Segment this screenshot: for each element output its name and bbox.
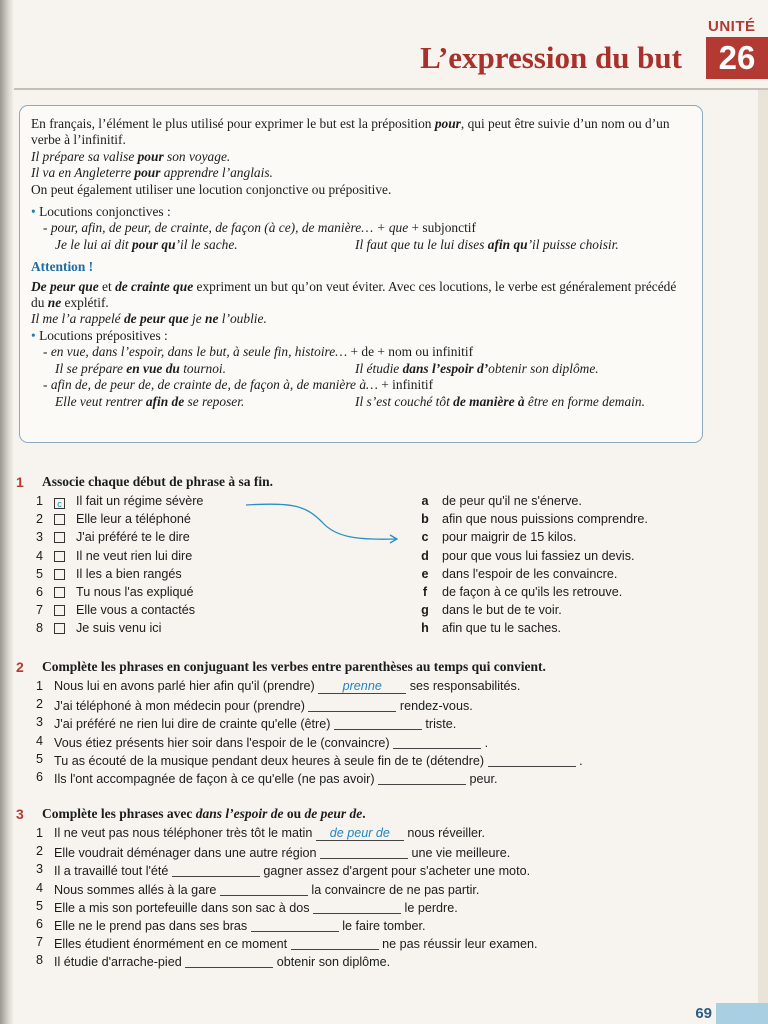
ending-letter: a [421, 494, 429, 508]
item-number: 6 [35, 769, 43, 784]
item-number: 7 [35, 935, 43, 950]
sentence-after: obtenir son diplôme. [273, 955, 391, 970]
item-number: 8 [35, 953, 43, 968]
exercise-sentence [54, 713, 456, 731]
item-number: 4 [35, 548, 43, 563]
answer-blank[interactable] [251, 917, 339, 932]
ending-letter: b [421, 512, 429, 527]
exercise-sentence [54, 897, 458, 915]
bullet-icon: • [31, 204, 36, 220]
matching-arrow-icon [14, 472, 754, 672]
header-divider [14, 88, 768, 90]
item-number: 4 [35, 733, 43, 748]
fill-in-list [14, 824, 754, 970]
sentence-before: Nous sommes allés à la gare [54, 882, 220, 897]
answer-blank[interactable] [291, 935, 379, 950]
unit-number-badge: 26 [706, 37, 768, 79]
conj-examples: Je le lui ai dit pour qu’il le sache. Il faut que tu le lui dises afin qu’il puisse choisir. [55, 236, 619, 252]
answer-blank[interactable] [308, 697, 396, 712]
exercise-sentence [54, 933, 538, 951]
sentence-after: peur. [466, 771, 498, 786]
exercise-sentence [54, 951, 390, 969]
sentence-after: le faire tomber. [338, 918, 426, 933]
answer-blank[interactable]: de peur de [316, 826, 404, 841]
sentence-start-text: Elle leur a téléphoné [76, 512, 191, 527]
answer-blank[interactable]: prenne [318, 679, 406, 694]
prep-line: - afin de, de peur de, de crainte de, de façon à, de manière à… + infinitif [43, 377, 434, 393]
item-number: 1 [35, 679, 43, 693]
answer-blank[interactable] [334, 715, 422, 730]
exercise-1 [14, 472, 754, 638]
sentence-after: une vie meilleure. [408, 846, 511, 861]
exercise-number: 2 [16, 659, 24, 675]
exercise-sentence [54, 695, 473, 713]
exercise-row [14, 695, 754, 713]
sentence-end-text: afin que tu le saches. [442, 621, 562, 636]
answer-blank[interactable] [320, 844, 408, 859]
exercise-row [14, 879, 754, 897]
item-number: 7 [35, 603, 43, 618]
example-line: Il prépare sa valise pour son voyage. [31, 148, 231, 164]
prep-title: • Locutions prépositives : [31, 327, 168, 343]
grammar-rule-box [19, 105, 703, 443]
item-number: 3 [35, 862, 43, 877]
conj-line: - pour, afin, de peur, de crainte, de façon (à ce), de manière… + que + subjonctif [43, 220, 476, 236]
sentence-before: Elle a mis son portefeuille dans son sac à dos [54, 900, 314, 915]
sentence-start-text: Il ne veut rien lui dire [76, 548, 193, 563]
sentence-end-text: de peur qu'il ne s'énerve. [442, 494, 582, 508]
exercise-title: 1 Associe chaque début de phrase à sa fin. [16, 474, 274, 490]
item-number: 6 [35, 916, 43, 931]
item-number: 2 [35, 844, 43, 859]
ending-letter: g [421, 603, 429, 618]
sentence-after: . [481, 735, 489, 750]
answer-blank[interactable] [172, 862, 260, 877]
item-number: 5 [35, 566, 43, 581]
ending-letter: e [421, 566, 429, 581]
exercise-sentence [54, 824, 485, 842]
sentence-before: Ils l'ont accompagnée de façon à ce qu'elle (ne pas avoir) [54, 771, 379, 786]
sentence-after: ne pas réussir leur examen. [378, 937, 538, 952]
conj-title: • Locutions conjonctives : [31, 204, 171, 220]
answer-blank[interactable] [488, 752, 576, 767]
exercise-title: 2 Complète les phrases en conjuguant les verbes entre parenthèses au temps qui convient. [16, 659, 546, 675]
answer-blank[interactable] [393, 734, 481, 749]
sentence-end-text: afin que nous puissions comprendre. [442, 512, 648, 527]
exercise-row [14, 933, 754, 951]
sentence-before: Tu as écouté de la musique pendant deux heures à seule fin de te (détendre) [54, 753, 488, 768]
exercise-number: 3 [16, 806, 24, 822]
sentence-start-text: J'ai préféré te le dire [76, 530, 190, 545]
item-number: 4 [35, 880, 43, 895]
exercise-3 [14, 804, 754, 970]
sentence-start-text: Je suis venu ici [76, 621, 162, 636]
item-number: 5 [35, 751, 43, 766]
item-number: 2 [35, 697, 43, 712]
exercise-sentence [54, 860, 530, 878]
sentence-after: la convaincre de ne pas partir. [307, 882, 480, 897]
sentence-after: ses responsabilités. [406, 679, 521, 693]
sentence-before: Nous lui en avons parlé hier afin qu'il (prendre) [54, 679, 319, 693]
fill-in-list [14, 677, 754, 786]
ending-letter: d [421, 548, 429, 563]
exercise-row [14, 677, 754, 695]
exercise-sentence [54, 768, 498, 786]
exercise-sentence [54, 677, 520, 695]
item-number: 2 [35, 512, 43, 527]
exercise-row [14, 750, 754, 768]
footer-bar [716, 1003, 768, 1024]
item-number: 3 [35, 715, 43, 730]
exercise-title: 3 Complète les phrases avec dans l’espoir de ou de peur de. [16, 806, 366, 822]
prep-examples: Il se prépare en vue du tournoi. Il étudie dans l’espoir d’obtenir son diplôme. [55, 360, 599, 376]
also-text: On peut également utiliser une locution conjonctive ou prépositive. [31, 181, 392, 197]
sentence-after: rendez-vous. [396, 699, 473, 714]
sentence-end-text: dans l'espoir de les convaincre. [442, 566, 618, 581]
exercise-sentence [54, 879, 479, 897]
exercise-row [14, 951, 754, 969]
answer-blank[interactable] [313, 899, 401, 914]
sentence-end-text: pour que vous lui fassiez un devis. [442, 548, 635, 563]
exercise-number: 1 [16, 474, 24, 490]
attention-text: De peur que et de crainte que expriment un but qu’on veut éviter. Avec ces locutions, le verbe est généralement précédé du ne explétif. [31, 278, 677, 311]
sentence-after: triste. [421, 717, 457, 732]
sentence-end-text: pour maigrir de 15 kilos. [442, 530, 577, 545]
sentence-before: Il a travaillé tout l'été [54, 864, 172, 879]
item-number: 6 [35, 584, 43, 599]
sentence-end-text: dans le but de te voir. [442, 603, 562, 618]
sentence-before: J'ai téléphoné à mon médecin pour (prendre) [54, 699, 309, 714]
sentence-before: Il étudie d'arrache-pied [54, 955, 186, 970]
sentence-end-text: de façon à ce qu'ils les retrouve. [442, 584, 623, 599]
prep-line: - en vue, dans l’espoir, dans le but, à seule fin, histoire… + de + nom ou infinitif [43, 344, 474, 360]
bullet-icon: • [31, 327, 36, 343]
exercise-row [14, 897, 754, 915]
sentence-before: Elle ne le prend pas dans ses bras [54, 918, 251, 933]
prep-examples: Elle veut rentrer afin de se reposer. Il s’est couché tôt de manière à être en forme demain. [55, 393, 645, 409]
sentence-before: Elles étudient énormément en ce moment [54, 937, 291, 952]
item-number: 1 [35, 494, 43, 508]
answer-blank[interactable] [220, 881, 308, 896]
sentence-before: J'ai préféré ne rien lui dire de crainte qu'elle (être) [54, 717, 334, 732]
sentence-before: Il ne veut pas nous téléphoner très tôt le matin [54, 826, 316, 840]
ending-letter: f [422, 584, 428, 599]
page-edge [758, 90, 768, 1024]
answer-blank[interactable] [378, 770, 466, 785]
ending-letter: h [421, 621, 429, 636]
exercise-row [14, 860, 754, 878]
item-number: 8 [35, 621, 43, 636]
ending-letter: c [421, 530, 429, 545]
exercise-row [14, 768, 754, 786]
exercise-row [14, 824, 754, 842]
exercise-row [14, 842, 754, 860]
sentence-start-text: Elle vous a contactés [76, 603, 196, 618]
sentence-before: Vous étiez présents hier soir dans l'espoir de le (convaincre) [54, 735, 394, 750]
exercise-row [14, 732, 754, 750]
attention-heading: Attention ! [31, 259, 94, 275]
answer-blank[interactable] [185, 953, 273, 968]
exercise-row [14, 713, 754, 731]
sentence-after: . [575, 753, 583, 768]
exercise-sentence [54, 915, 426, 933]
sentence-after: le perdre. [401, 900, 458, 915]
sentence-after: gagner assez d'argent pour s'acheter une moto. [259, 864, 531, 879]
intro-text: En français, l’élément le plus utilisé pour exprimer le but est la préposition pour, qui peut être suivie d’un nom ou d’un verbe à l’infinitif. [31, 116, 670, 148]
answer-checkbox[interactable]: c [54, 498, 65, 509]
sentence-before: Elle voudrait déménager dans une autre région [54, 846, 321, 861]
item-number: 1 [35, 826, 43, 840]
example-line: Il me l’a rappelé de peur que je ne l’oublie. [31, 311, 267, 327]
sentence-start-text: Il les a bien rangés [76, 566, 182, 581]
exercise-row [14, 915, 754, 933]
page-number: 69 [695, 1005, 712, 1022]
binding-gutter [0, 0, 14, 1024]
sentence-start-text: Tu nous l'as expliqué [76, 584, 194, 599]
item-number: 3 [35, 530, 43, 545]
sentence-after: nous réveiller. [403, 826, 486, 840]
exercise-sentence [54, 842, 510, 860]
sentence-start-text: Il fait un régime sévère [76, 494, 204, 508]
exercise-sentence [54, 732, 488, 750]
unit-label: UNITÉ [708, 18, 756, 35]
item-number: 5 [35, 898, 43, 913]
example-line: Il va en Angleterre pour apprendre l’anglais. [31, 165, 273, 181]
exercise-sentence [54, 750, 583, 768]
exercise-2 [14, 657, 754, 786]
page-title: L’expression du but [420, 40, 682, 75]
